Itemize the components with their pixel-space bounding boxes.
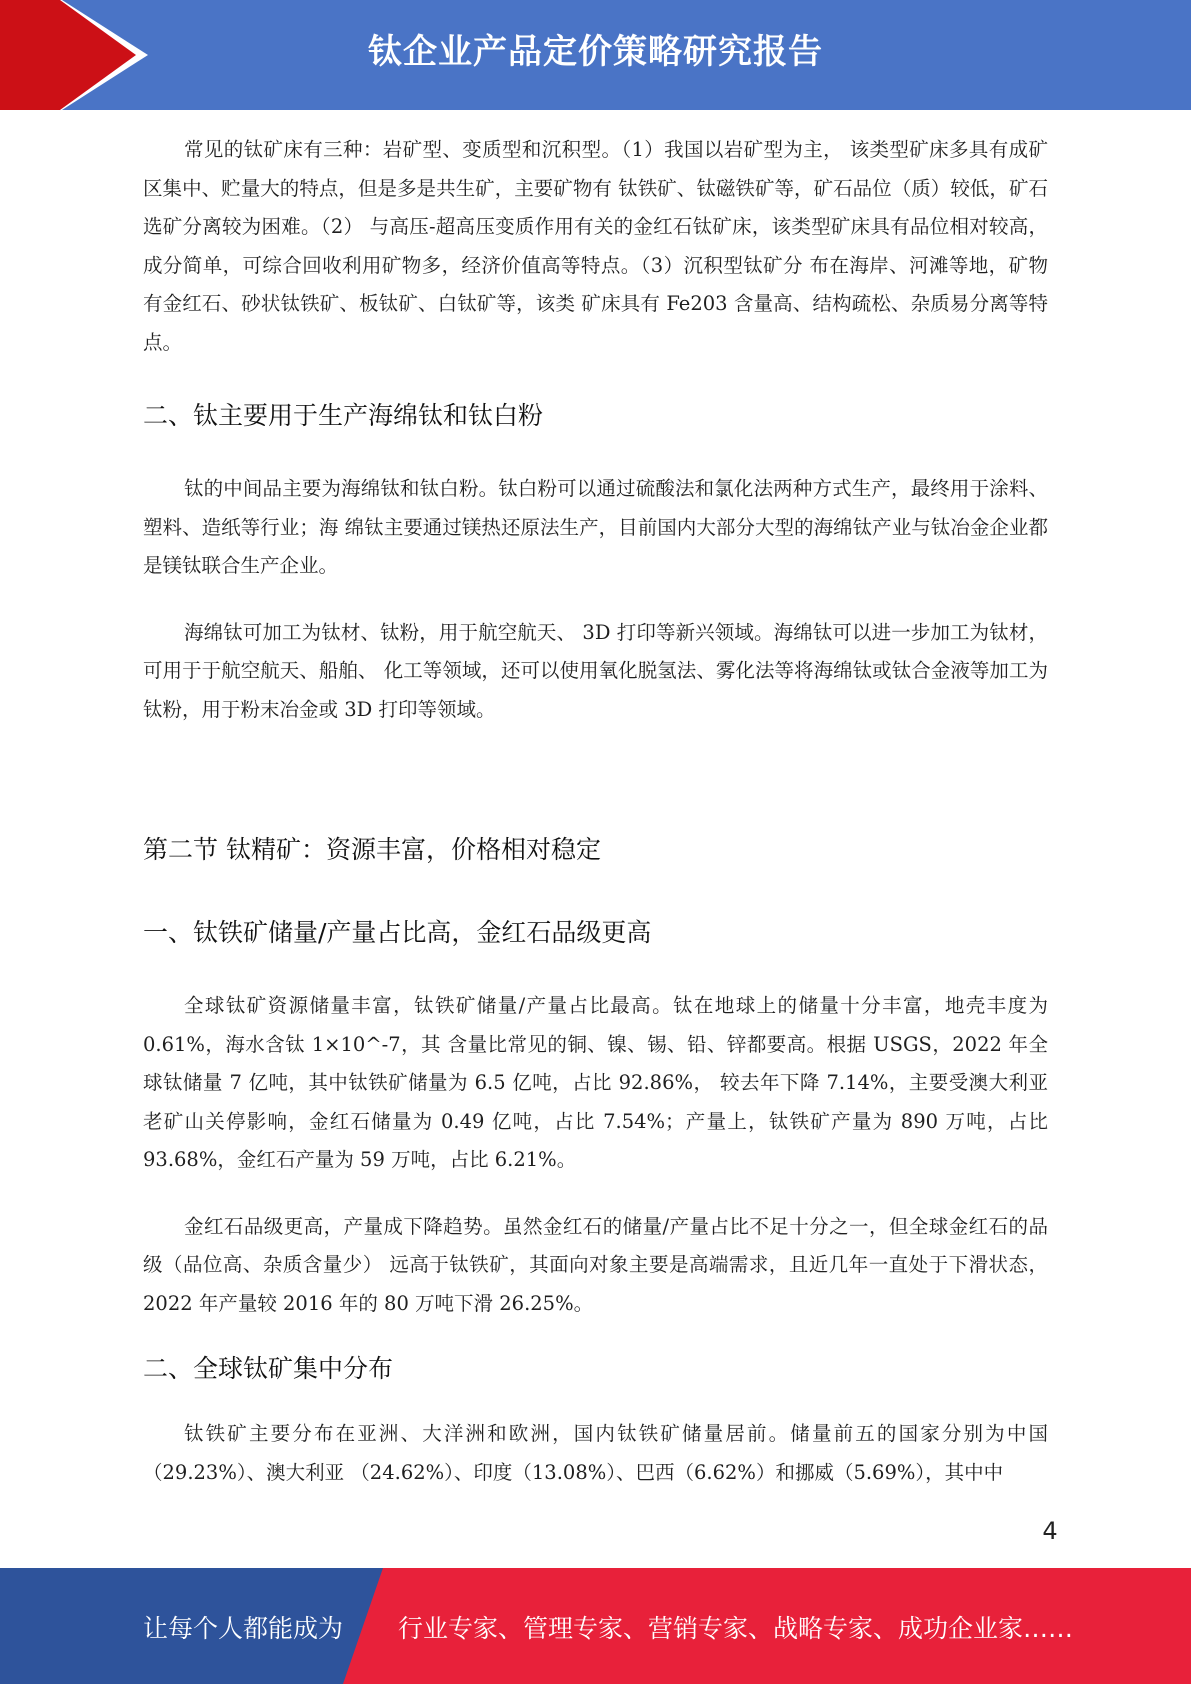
paragraph-ore-types: 常见的钛矿床有三种：岩矿型、变质型和沉积型。（1）我国以岩矿型为主， 该类型矿床多具有成矿区集中、贮量大的特点，但是多是共生矿，主要矿物有 钛铁矿、钛磁铁矿等，矿石品位（质）较低，矿石选矿分离较为困难。（2） 与高压-超高压变质作用有关的金红石钛矿床，该类型矿床具有品位相对较高， 成分简单，可综合回收利用矿物多，经济价值高等特点。（3）沉积型钛矿分 布在海岸、河滩等地，矿物有金红石、砂状钛铁矿、板钛矿、白钛矿等，该类 矿床具有 Fe203 含量高、结构疏松、杂质易分离等特点。: [143, 138, 1048, 354]
page-number: 4: [1042, 1517, 1058, 1545]
heading-ilmenite-reserves: 一、钛铁矿储量/产量占比高，金红石品级更高: [143, 918, 652, 947]
report-title: 钛企业产品定价策略研究报告: [368, 32, 823, 72]
page-header: [0, 0, 1191, 110]
paragraph-intermediate-products: 钛的中间品主要为海绵钛和钛白粉。钛白粉可以通过硫酸法和氯化法两种方式生产，最终用于涂料、塑料、造纸等行业；海 绵钛主要通过镁热还原法生产，目前国内大部分大型的海绵钛产业与钛冶金企业都是镁钛联合生产企业。: [143, 477, 1048, 577]
heading-titanium-usage: 二、钛主要用于生产海绵钛和钛白粉: [143, 401, 544, 430]
paragraph-ilmenite-distribution: 钛铁矿主要分布在亚洲、大洋洲和欧洲，国内钛铁矿储量居前。储量前五的国家分别为中国（29.23%）、澳大利亚 （24.62%）、印度（13.08%）、巴西（6.62%）和挪威（5.69%），其中中: [143, 1422, 1048, 1484]
paragraph-global-reserves: 全球钛矿资源储量丰富，钛铁矿储量/产量占比最高。钛在地球上的储量十分丰富，地壳丰度为 0.61%，海水含钛 1×10^-7，其 含量比常见的铜、镍、锡、铅、锌都要高。根据 USGS，2022 年全球钛储量 7 亿吨，其中钛铁矿储量为 6.5 亿吨，占比 92.86%， 较去年下降 7.14%，主要受澳大利亚老矿山关停影响，金红石储量为 0.49 亿吨，占比 7.54%；产量上，钛铁矿产量为 890 万吨，占比 93.68%，金红石产量为 59 万吨，占比 6.21%。: [143, 994, 1048, 1171]
paragraph-rutile-grade: 金红石品级更高，产量成下降趋势。虽然金红石的储量/产量占比不足十分之一，但全球金红石的品级（品位高、杂质含量少） 远高于钛铁矿，其面向对象主要是高端需求，且近几年一直处于下滑状态，2022 年产量较 2016 年的 80 万吨下滑 26.25%。: [143, 1214, 1048, 1315]
section-title-titanium-concentrate: 第二节 钛精矿：资源丰富，价格相对稳定: [143, 835, 601, 864]
footer-slogan-left: 让每个人都能成为: [143, 1614, 344, 1643]
page-footer: [0, 1568, 1191, 1684]
paragraph-sponge-titanium: 海绵钛可加工为钛材、钛粉，用于航空航天、 3D 打印等新兴领域。海绵钛可以进一步加工为钛材，可用于于航空航天、船舶、 化工等领域，还可以使用氧化脱氢法、雾化法等将海绵钛或钛合金液等加工为钛粉，用于粉末冶金或 3D 打印等领域。: [143, 620, 1048, 721]
heading-global-distribution: 二、全球钛矿集中分布: [143, 1354, 394, 1383]
document-body: [143, 131, 1048, 1492]
footer-slogan-right: 行业专家、管理专家、营销专家、战略专家、成功企业家……: [398, 1614, 1074, 1643]
